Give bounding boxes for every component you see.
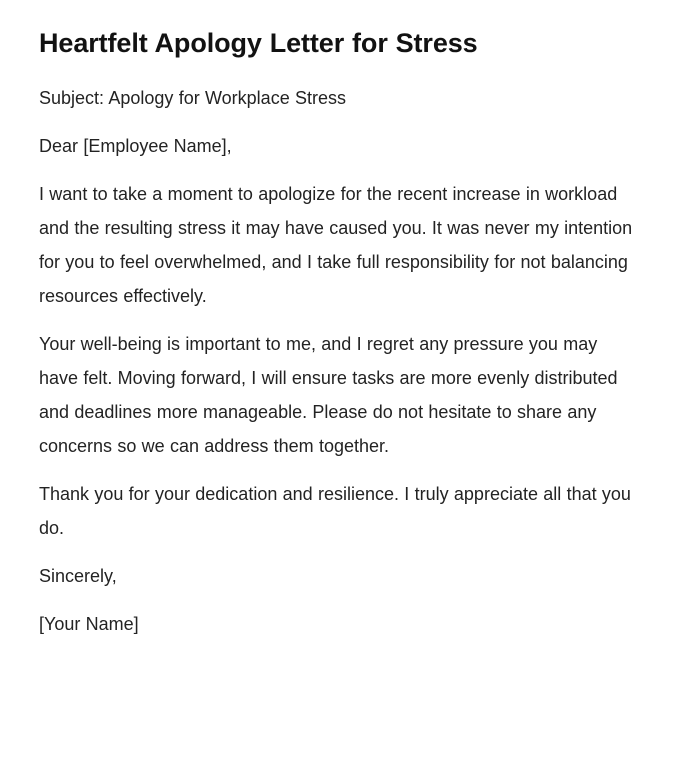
subject-line: Subject: Apology for Workplace Stress (39, 88, 347, 108)
body-paragraph-3: Thank you for your dedication and resilience. I truly appreciate all that you do. (39, 484, 631, 538)
body-paragraph-1: I want to take a moment to apologize for the recent increase in workload and the resulting stress it may have caused you. It was never my intention for you to feel overwhelmed, and I take full responsibility for not balancing resources effectively. (39, 184, 633, 306)
page-title: Heartfelt Apology Letter for Stress (39, 28, 478, 58)
signature-line: [Your Name] (39, 614, 139, 634)
closing-line: Sincerely, (39, 566, 117, 586)
letter-body (39, 81, 641, 641)
body-paragraph-2: Your well-being is important to me, and I regret any pressure you may have felt. Moving forward, I will ensure tasks are more evenly distributed and deadlines more manageable. Please do not hesitate to share any concerns so we can address them together. (39, 334, 618, 456)
salutation-line: Dear [Employee Name], (39, 136, 232, 156)
